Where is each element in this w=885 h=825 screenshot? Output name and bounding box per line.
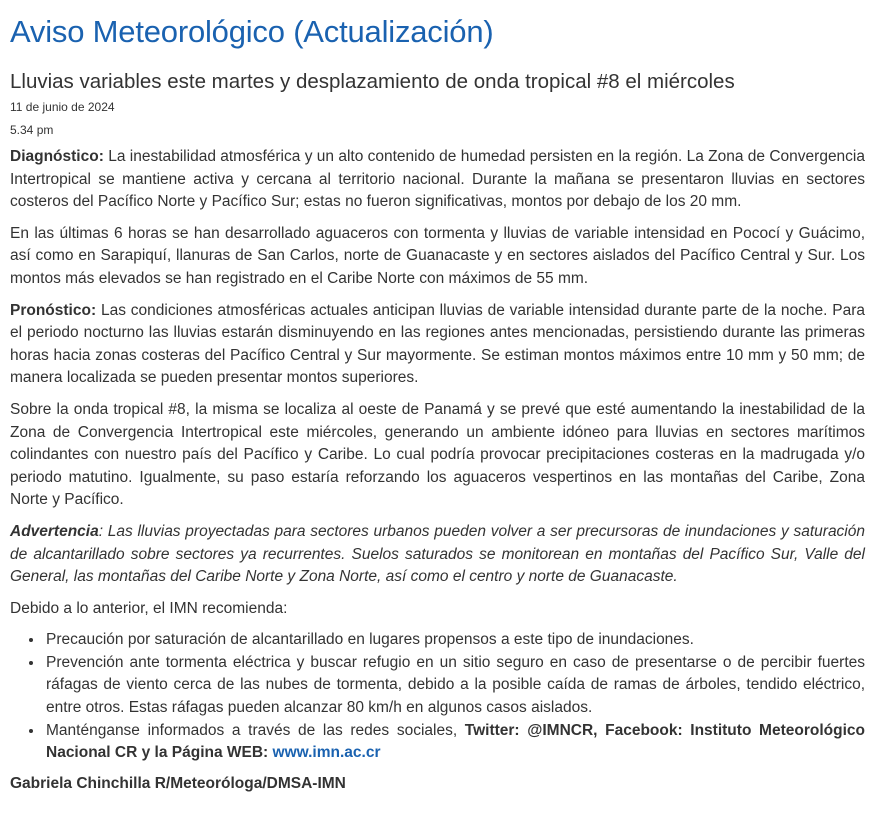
pronostico-text: Las condiciones atmosféricas actuales anticipan lluvias de variable intensidad durante parte de la noche. Para el periodo nocturno las lluvias estarán disminuyendo en las regiones antes mencionadas, persistiendo durante las primeras horas hacia zonas costeras del Pacífico Central y Sur mayormente. Se estiman montos máximos entre 10 mm y 50 mm; de manera localizada se pueden presentar montos superiores. (10, 301, 865, 387)
imn-website-link[interactable]: www.imn.ac.cr (272, 744, 381, 762)
list-item (44, 720, 865, 765)
list-item: • Prevención ante tormenta eléctrica y buscar refugio en un sitio seguro en caso de presentarse o de percibir fuertes ráfagas de viento cerca de las nubes de tormenta, debido a la posible caída de ramas de árboles, tendido eléctrico, entre otros. Estas ráfagas pueden alcanzar 80 km/h en algunos casos aislados. (44, 652, 865, 720)
diagnostico-paragraph (10, 146, 865, 214)
recomienda-intro: Debido a lo anterior, el IMN recomienda: (10, 599, 288, 617)
ultimas-horas-paragraph: En las últimas 6 horas se han desarrollado aguaceros con tormenta y lluvias de variable intensidad en Pococí y Guácimo, así como en Sarapiquí, llanuras de San Carlos, norte de Guanacaste y en sectores aislados del Pacífico Central y Sur. Los montos más elevados se han registrado en el Caribe Norte con máximos de 55 mm. (10, 224, 865, 287)
pronostico-label: Pronóstico: (10, 301, 97, 319)
advertencia-label: Advertencia (10, 522, 99, 540)
recommendations-list (10, 629, 865, 765)
page-subtitle: Lluvias variables este martes y desplazamiento de onda tropical #8 el miércoles (10, 70, 735, 93)
advertencia-paragraph (10, 521, 865, 589)
list-item: • Precaución por saturación de alcantarillado en lugares propensos a este tipo de inundaciones. (44, 629, 865, 652)
diagnostico-text: La inestabilidad atmosférica y un alto contenido de humedad persisten en la región. La Zona de Convergencia Intertropical se mantiene activa y cercana al territorio nacional. Durante la mañana se presentaron lluvias en sectores costeros del Pacífico Norte y Pacífico Sur; estas no fueron significativas, montos por debajo de los 20 mm. (10, 148, 865, 211)
page-title: Aviso Meteorológico (Actualización) (10, 14, 494, 49)
publish-date: 11 de junio de 2024 (10, 100, 115, 114)
author-signature: Gabriela Chinchilla R/Meteoróloga/DMSA-IMN (10, 774, 346, 792)
onda-tropical-paragraph: Sobre la onda tropical #8, la misma se localiza al oeste de Panamá y se prevé que esté aumentando la inestabilidad de la Zona de Convergencia Intertropical este miércoles, generando un ambiente idóneo para lluvias en sectores marítimos colindantes con nuestro país del Pacífico y Caribe. Lo cual podría provocar precipitaciones costeras en la madrugada y/o periodo matutino. Igualmente, su paso estaría reforzando los aguaceros vespertinos en las montañas del Caribe, Zona Norte y Pacífico. (10, 400, 865, 509)
advertencia-text: : Las lluvias proyectadas para sectores urbanos pueden volver a ser precursoras de inundaciones y saturación de alcantarillado sobre sectores ya recurrentes. Suelos saturados se monitorean en montañas del Pacífico Sur, Valle del General, las montañas del Caribe Norte y Zona Norte, así como el centro y norte de Guanacaste. (10, 522, 865, 586)
social-accounts: Twitter: @IMNCR, Facebook: Instituto Meteorológico Nacional CR y la Página WEB: (46, 721, 865, 762)
diagnostico-label: Diagnóstico: (10, 148, 104, 165)
pronostico-paragraph (10, 300, 865, 390)
redes-prefix: Manténganse informados a través de las redes sociales, (46, 721, 465, 739)
publish-time: 5.34 pm (10, 123, 54, 137)
